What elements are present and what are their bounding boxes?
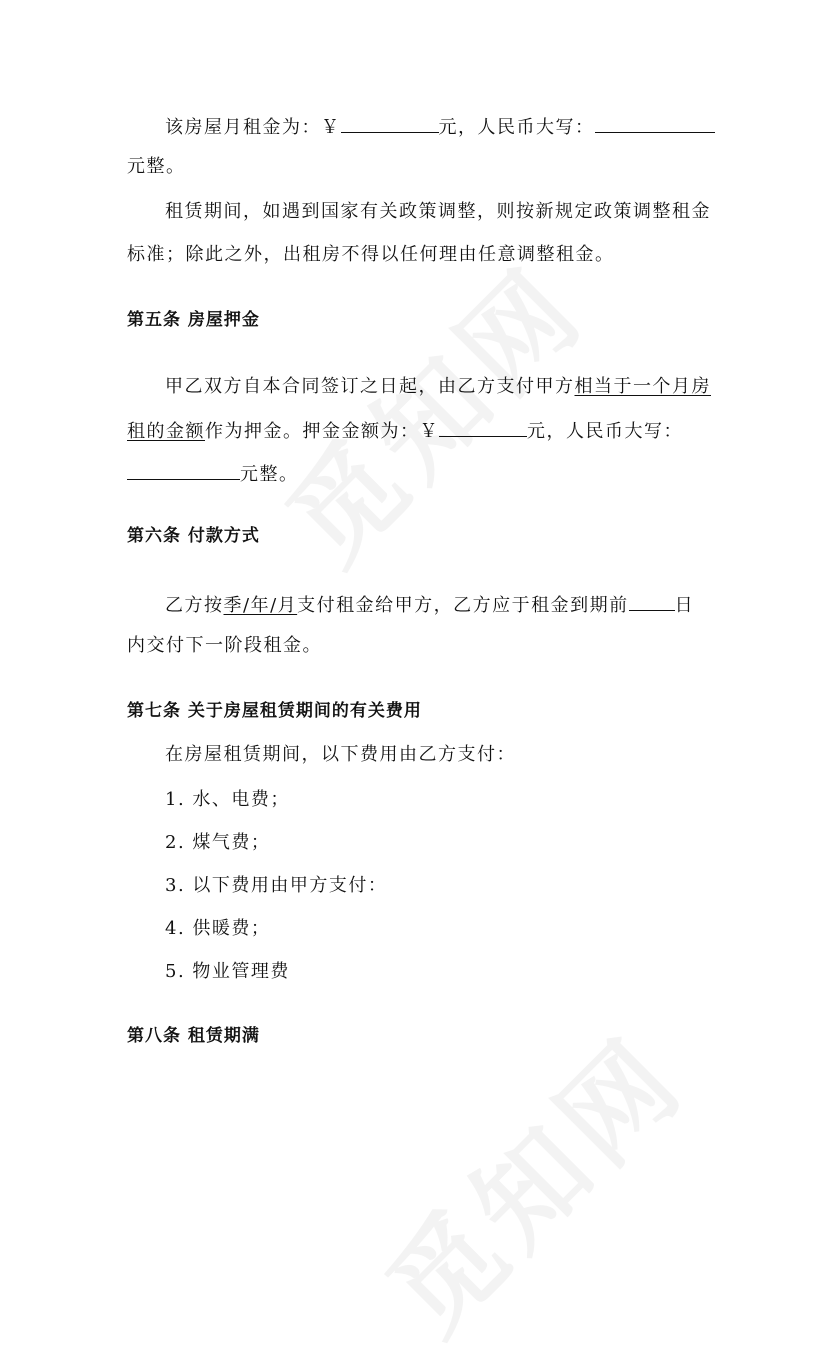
list-item-text: 煤气费； xyxy=(192,832,271,853)
payment-period-options: 季/年/月 xyxy=(223,595,298,616)
watermark xyxy=(347,996,713,1362)
list-item-number: 5. xyxy=(165,961,186,982)
list-item xyxy=(165,920,270,938)
list-item xyxy=(165,791,290,809)
list-item xyxy=(165,877,387,895)
payment-line-2: 内交付下一阶段租金。 xyxy=(127,635,322,656)
deposit-text: 甲乙双方自本合同签订之日起，由乙方支付甲方 xyxy=(165,376,575,397)
rent-line-2: 元整。 xyxy=(127,156,186,177)
article-5-heading: 第五条 房屋押金 xyxy=(127,310,260,330)
rent-line-1 xyxy=(165,116,715,137)
rent-amount-label: 该房屋月租金为：￥ xyxy=(165,117,341,138)
rent-uppercase-blank xyxy=(595,116,715,133)
deposit-amount-label: 作为押金。押金金额为：￥ xyxy=(205,421,439,442)
list-item xyxy=(165,834,270,852)
payment-text-c: 支付租金给甲方，乙方应于租金到期前 xyxy=(297,595,629,616)
deposit-uppercase-label: 元，人民币大写： xyxy=(527,421,683,442)
rent-adjust-line-1: 租赁期间，如遇到国家有关政策调整，则按新规定政策调整租金 xyxy=(165,201,711,222)
list-item xyxy=(165,963,290,981)
list-item-number: 2. xyxy=(165,832,186,853)
deposit-line-3 xyxy=(127,463,299,484)
deposit-end-text: 元整。 xyxy=(240,464,299,485)
deposit-amount-blank xyxy=(439,420,527,437)
payment-line-1 xyxy=(165,594,694,615)
rent-adjust-line-2: 标准；除此之外，出租房不得以任何理由任意调整租金。 xyxy=(127,244,615,265)
deposit-line-1 xyxy=(165,378,711,396)
list-item-text: 以下费用由甲方支付： xyxy=(192,875,388,896)
list-item-text: 物业管理费 xyxy=(192,961,290,982)
deposit-underlined-amount: 租的金额 xyxy=(127,421,205,442)
list-item-number: 1. xyxy=(165,789,186,810)
payment-text-a: 乙方按 xyxy=(165,595,224,616)
list-item-number: 4. xyxy=(165,918,186,939)
list-item-text: 供暖费； xyxy=(192,918,271,939)
list-item-number: 3. xyxy=(165,875,186,896)
deposit-uppercase-blank xyxy=(127,463,240,480)
payment-days-blank xyxy=(629,594,675,611)
rent-uppercase-label: 元，人民币大写： xyxy=(438,117,595,138)
article-8-heading: 第八条 租赁期满 xyxy=(127,1026,260,1046)
watermark xyxy=(247,226,613,592)
article-6-heading: 第六条 付款方式 xyxy=(127,526,260,546)
article-7-heading: 第七条 关于房屋租赁期间的有关费用 xyxy=(127,701,422,721)
fees-intro: 在房屋租赁期间，以下费用由乙方支付： xyxy=(165,744,516,765)
rent-amount-blank xyxy=(341,116,439,133)
payment-text-d: 日 xyxy=(674,595,695,616)
deposit-underlined-text: 相当于一个月房 xyxy=(574,376,711,397)
deposit-line-2 xyxy=(127,420,683,441)
list-item-text: 水、电费； xyxy=(192,789,290,810)
